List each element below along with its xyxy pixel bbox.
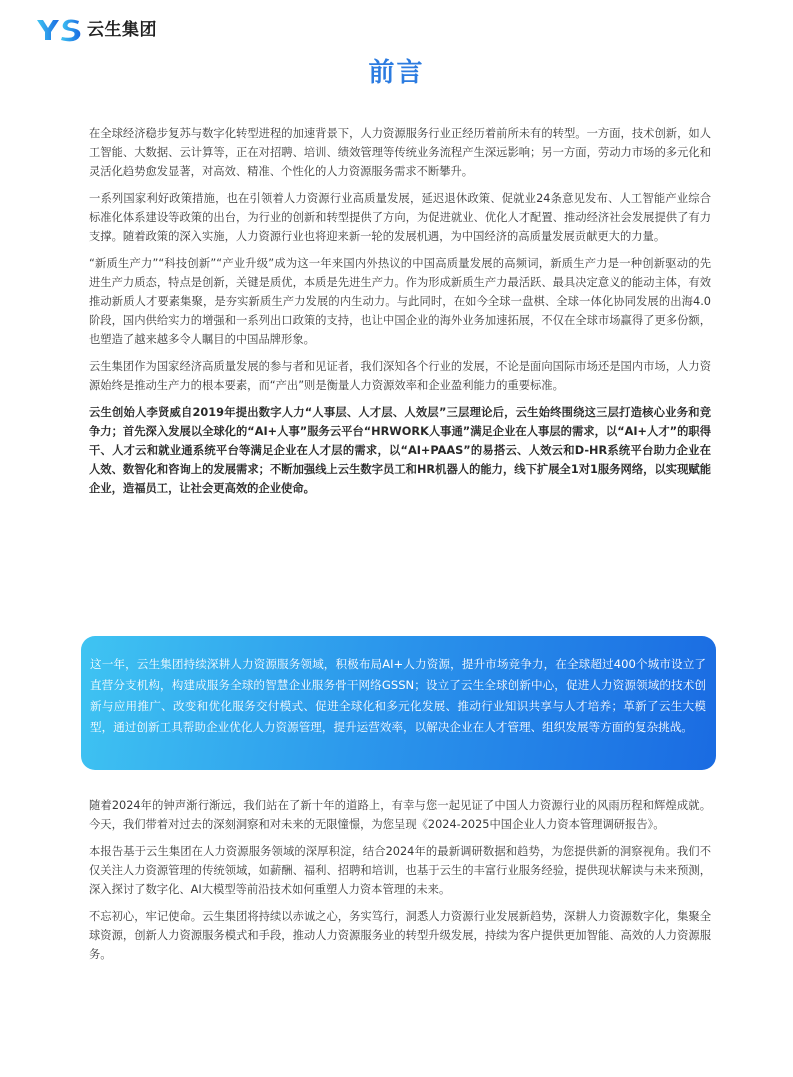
paragraph-2: 一系列国家利好政策措施，也在引领着人力资源行业高质量发展，延迟退休政策、促就业24条意见发布、人工智能产业综合标准化体系建设等政策的出台，为行业的创新和转型提供了方向，为促进就业、优化人才配置、推动经济社会发展提供了有力支撑。随着政策的深入实施，人力资源行业也将迎来新一轮的发展机遇，为中国经济的高质量发展贡献更大的力量。 <box>89 192 711 243</box>
highlight-box <box>81 636 716 770</box>
highlight-text: 这一年，云生集团持续深耕人力资源服务领域，积极布局AI+人力资源，提升市场竞争力，在全球超过400个城市设立了直营分支机构，构建成服务全球的智慧企业服务骨干网络GSSN；设立了云生全球创新中心，促进人力资源领域的技术创新与应用推广、改变和优化服务交付模式、促进全球化和多元化发展、推动行业知识共享与人才培养；革新了云生大模型，通过创新工具帮助企业优化人力资源管理，提升运营效率，以解决企业在人才管理、组织发展等方面的复杂挑战。 <box>90 657 706 734</box>
closing-paragraph-3: 不忘初心，牢记使命。云生集团将持续以赤诚之心，务实笃行，洞悉人力资源行业发展新趋势，深耕人力资源数字化，集聚全球资源，创新人力资源服务模式和手段，推动人力资源服务业的转型升级发展，持续为客户提供更加智能、高效的人力资源服务。 <box>89 910 711 961</box>
intro-section <box>89 124 711 506</box>
company-logo <box>36 16 157 44</box>
bold-paragraph: 云生创始人李贤威自2019年提出数字人力“人事层、人才层、人效层”三层理论后，云生始终围绕这三层打造核心业务和竞争力；首先深入发展以全球化的“AI+人事”服务云平台“HRWORK人事通”满足企业在人事层的需求，以“AI+人才”的职得干、人才云和就业通系统平台等满足企业在人才层的需求，以“AI+PAAS”的易搭云、人效云和D-HR系统平台助力企业在人效、数智化和咨询上的发展需求；不断加强线上云生数字员工和HR机器人的能力，线下扩展全1对1服务网络，以实现赋能企业，造福员工，让社会更高效的企业使命。 <box>89 406 711 495</box>
page-title: 前言 <box>368 58 425 88</box>
closing-paragraph-2: 本报告基于云生集团在人力资源服务领域的深厚积淀，结合2024年的最新调研数据和趋势，为您提供新的洞察视角。我们不仅关注人力资源管理的传统领域，如薪酬、福利、招聘和培训，也基于云生的丰富行业服务经验，提供现状解读与未来预测，深入探讨了数字化、AI大模型等前沿技术如何重塑人力资本管理的未来。 <box>89 845 711 896</box>
ys-logo-mark-icon <box>36 18 84 42</box>
paragraph-1: 在全球经济稳步复苏与数字化转型进程的加速背景下，人力资源服务行业正经历着前所未有的转型。一方面，技术创新，如人工智能、大数据、云计算等，正在对招聘、培训、绩效管理等传统业务流程产生深远影响；另一方面，劳动力市场的多元化和灵活化趋势愈发显著，对高效、精准、个性化的人力资源服务需求不断攀升。 <box>89 127 711 178</box>
paragraph-4: 云生集团作为国家经济高质量发展的参与者和见证者，我们深知各个行业的发展，不论是面向国际市场还是国内市场，人力资源始终是推动生产力的根本要素，而“产出”则是衡量人力资源效率和企业盈利能力的重要标准。 <box>89 360 711 392</box>
logo-text: 云生集团 <box>87 19 157 40</box>
paragraph-3: “新质生产力”“科技创新”“产业升级”成为这一年来国内外热议的中国高质量发展的高频词，新质生产力是一种创新驱动的先进生产力质态，特点是创新，关键是质优，本质是先进生产力。作为形成新质生产力最活跃、最具决定意义的能动主体，有效推动新质人才要素集聚，是夯实新质生产力发展的内生动力。与此同时，在如今全球一盘棋、全球一体化协同发展的出海4.0阶段，国内供给实力的增强和一系列出口政策的支持，也让中国企业的海外业务加速拓展，不仅在全球市场赢得了更多份额，也塑造了越来越多令人瞩目的中国品牌形象。 <box>89 257 711 346</box>
closing-paragraph-1: 随着2024年的钟声渐行渐远，我们站在了新十年的道路上，有幸与您一起见证了中国人力资源行业的风雨历程和辉煌成就。今天，我们带着对过去的深刻洞察和对未来的无限憧憬，为您呈现《2024-2025中国企业人力资本管理调研报告》。 <box>89 799 711 831</box>
closing-section <box>89 796 711 972</box>
